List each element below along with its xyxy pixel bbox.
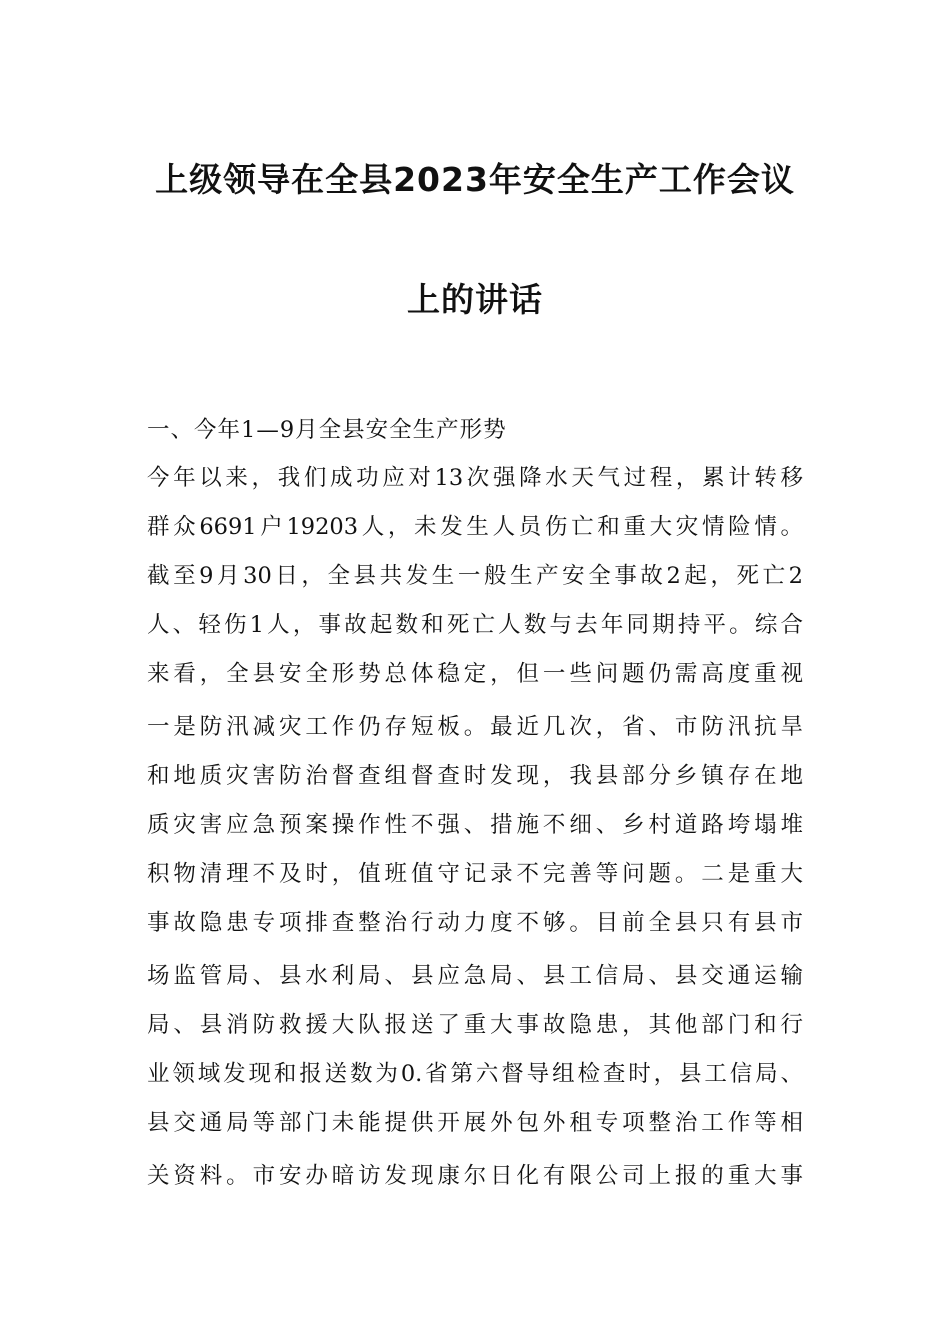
body-line: 县交通局等部门未能提供开展外包外租专项整治工作等相 [147, 1110, 803, 1136]
body-line: 事故隐患专项排查整治行动力度不够。目前全县只有县市 [147, 910, 803, 936]
document-title-line-2: 上的讲话 [407, 280, 543, 319]
body-line: 积物清理不及时，值班值守记录不完善等问题。二是重大 [147, 861, 803, 887]
body-line: 业领域发现和报送数为0.省第六督导组检查时，县工信局、 [147, 1061, 803, 1087]
body-line: 关资料。市安办暗访发现康尔日化有限公司上报的重大事 [147, 1163, 803, 1189]
body-line: 来看，全县安全形势总体稳定，但一些问题仍需高度重视 [147, 661, 803, 687]
document-title-line-1: 上级领导在全县2023年安全生产工作会议 [155, 160, 795, 199]
body-line: 场监管局、县水利局、县应急局、县工信局、县交通运输 [147, 963, 803, 989]
body-line: 和地质灾害防治督查组督查时发现，我县部分乡镇存在地 [147, 763, 803, 789]
body-line: 一是防汛减灾工作仍存短板。最近几次，省、市防汛抗旱 [147, 714, 803, 740]
body-line: 群众6691户19203人，未发生人员伤亡和重大灾情险情。 [147, 514, 803, 540]
body-line: 局、县消防救援大队报送了重大事故隐患，其他部门和行 [147, 1012, 803, 1038]
body-line: 今年以来，我们成功应对13次强降水天气过程，累计转移 [147, 465, 803, 491]
section-heading: 一、今年1—9月全县安全生产形势 [147, 417, 507, 443]
body-line: 质灾害应急预案操作性不强、措施不细、乡村道路垮塌堆 [147, 812, 803, 838]
body-line: 截至9月30日，全县共发生一般生产安全事故2起，死亡2 [147, 563, 803, 589]
body-line: 人、轻伤1人，事故起数和死亡人数与去年同期持平。综合 [147, 612, 803, 638]
